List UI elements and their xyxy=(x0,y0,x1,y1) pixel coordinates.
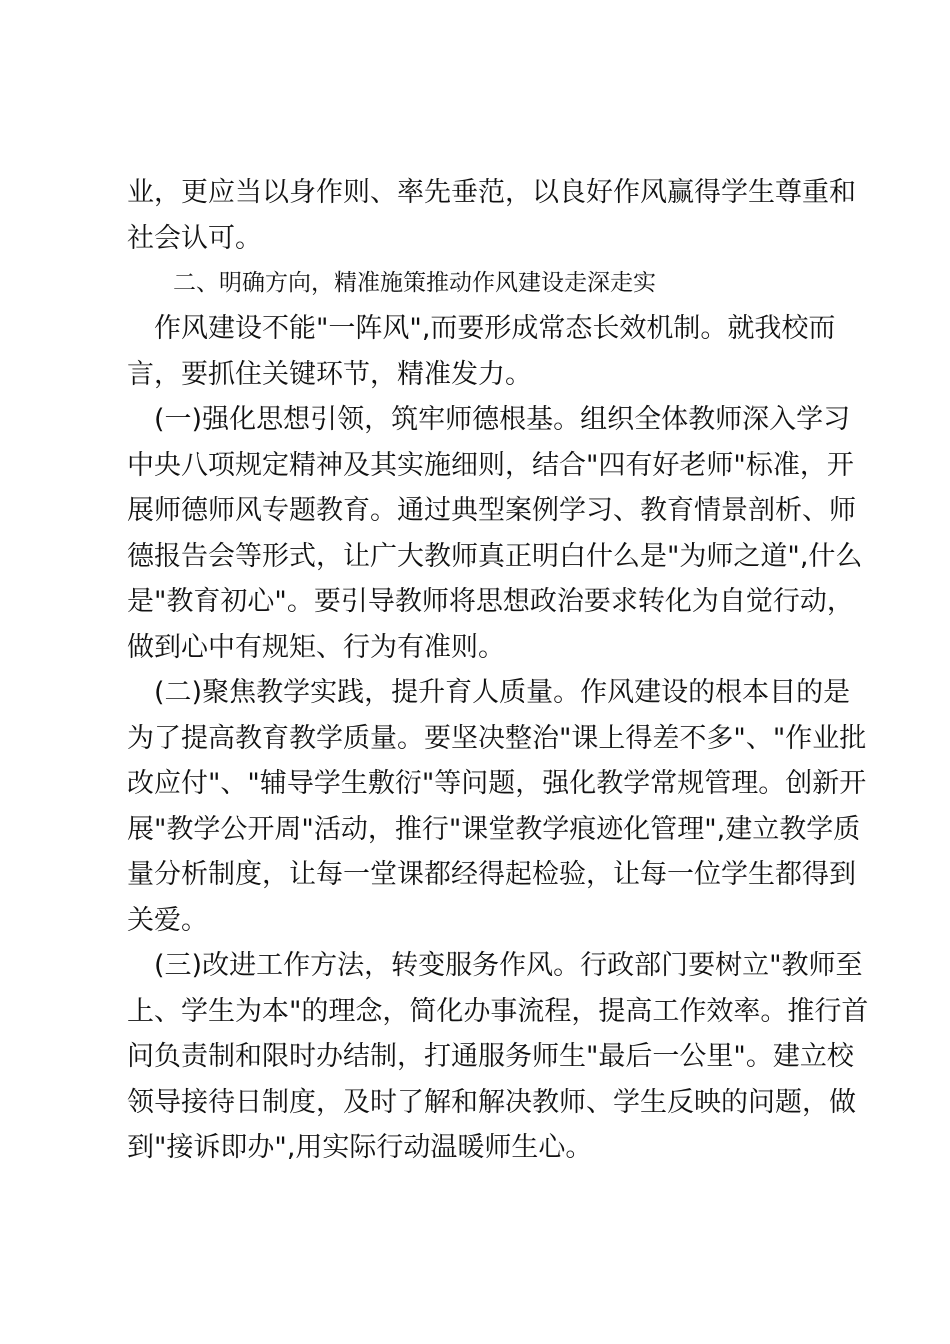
text-line: 领导接待日制度，及时了解和解决教师、学生反映的问题，做 xyxy=(127,1086,856,1118)
text-line: 德报告会等形式，让广大教师真正明白什么是"为师之道",什么 xyxy=(127,540,863,572)
text-line: 展"教学公开周"活动，推行"课堂教学痕迹化管理",建立教学质 xyxy=(127,813,861,845)
text-line: (一)强化思想引领，筑牢师德根基。组织全体教师深入学习 xyxy=(127,404,851,435)
text-line: 业，更应当以身作则、率先垂范，以良好作风赢得学生尊重和 xyxy=(127,177,856,208)
text-line: 关爱。 xyxy=(127,904,208,936)
text-line: 量分析制度，让每一堂课都经得起检验，让每一位学生都得到 xyxy=(127,859,856,890)
text-line: 上、学生为本"的理念，简化办事流程，提高工作效率。推行首 xyxy=(127,995,869,1027)
text-line: 为了提高教育教学质量。要坚决整治"课上得差不多"、"作业批 xyxy=(127,722,867,754)
text-line: 做到心中有规矩、行为有准则。 xyxy=(127,631,505,663)
text-line: 社会认可。 xyxy=(127,222,262,254)
text-line: 问负责制和限时办结制，打通服务师生"最后一公里"。建立校 xyxy=(127,1041,854,1072)
text-line: 是"教育初心"。要引导教师将思想政治要求转化为自觉行动， xyxy=(127,586,854,617)
document-body xyxy=(127,170,869,1171)
text-line: 展师德师风专题教育。通过典型案例学习、教育情景剖析、师 xyxy=(127,495,856,526)
text-line: (三)改进工作方法，转变服务作风。行政部门要树立"教师至 xyxy=(127,950,863,981)
text-line: (二)聚焦教学实践，提升育人质量。作风建设的根本目的是 xyxy=(127,677,851,708)
text-line: 到"接诉即办",用实际行动温暖师生心。 xyxy=(127,1132,593,1163)
text-line: 言，要抓住关键环节，精准发力。 xyxy=(127,358,532,390)
text-line: 作风建设不能"一阵风",而要形成常态长效机制。就我校而 xyxy=(127,313,836,344)
section-heading: 二、明确方向，精准施策推动作风建设走深走实 xyxy=(127,270,656,296)
text-line: 改应付"、"辅导学生敷衍"等问题，强化教学常规管理。创新开 xyxy=(127,768,867,799)
text-line: 中央八项规定精神及其实施细则，结合"四有好老师"标准，开 xyxy=(127,449,854,481)
